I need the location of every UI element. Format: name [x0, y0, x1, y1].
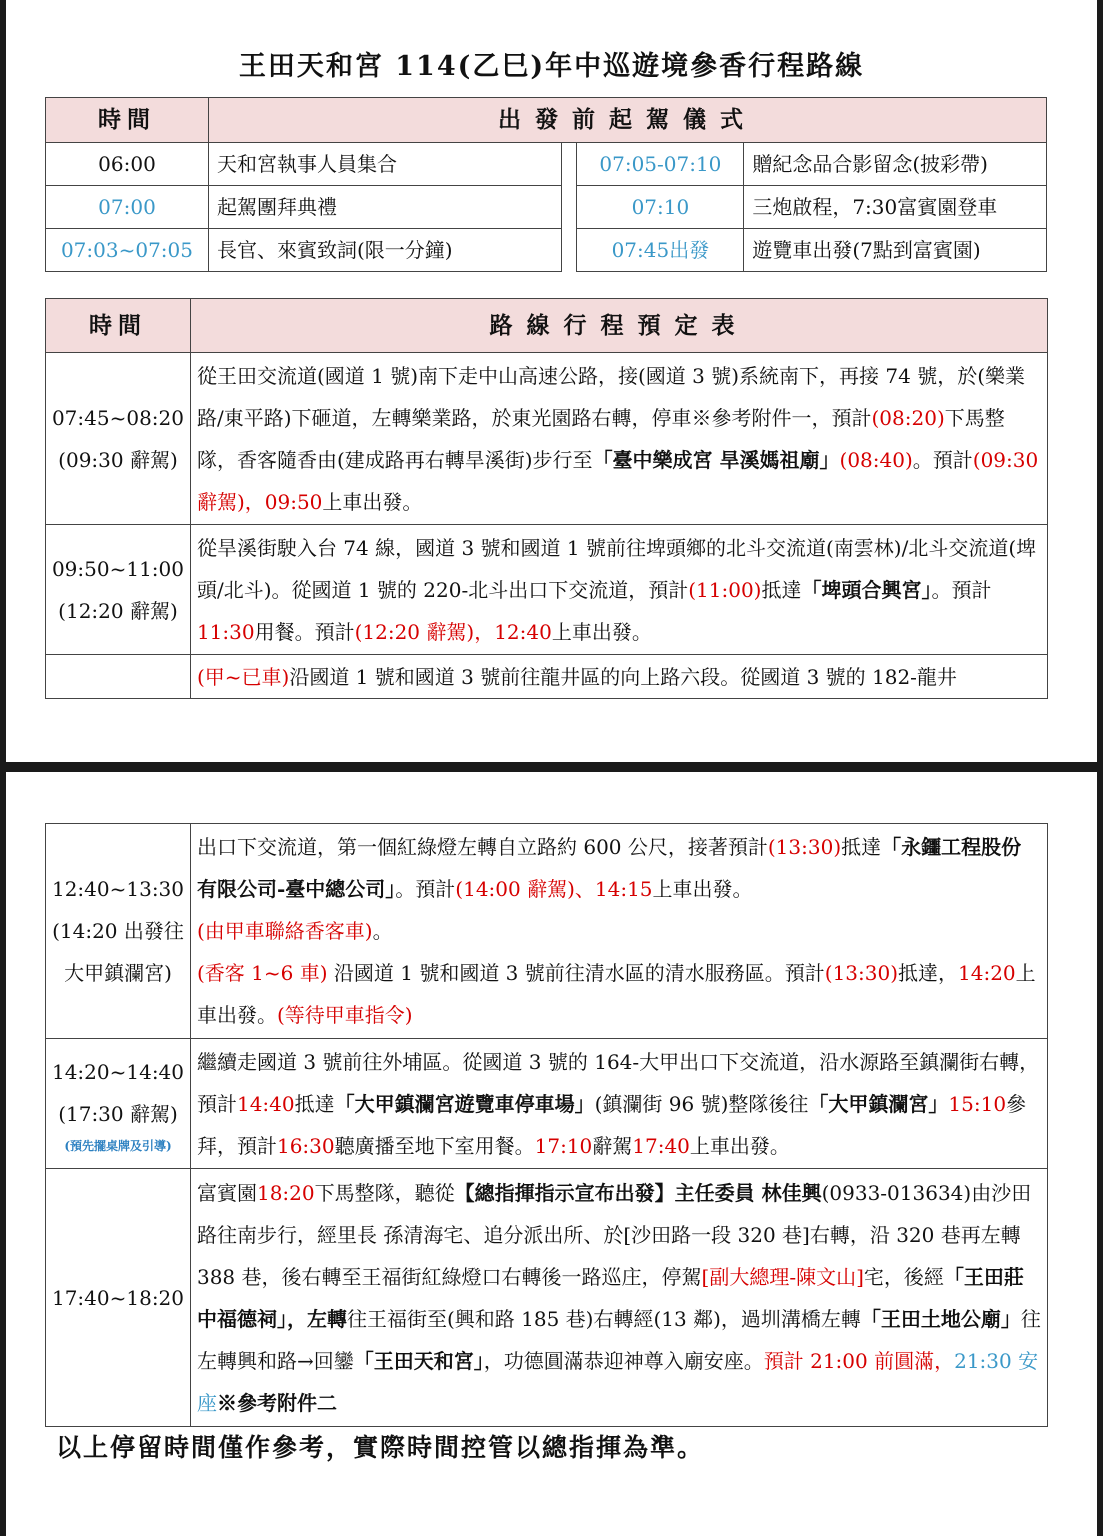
route-text: 從旱溪街駛入台 74 線，國道 3 號和國道 1 號前往埤頭鄉的北斗交流道(南雲林)/北斗交流道(埤頭/北斗)。從國道 1 號的 220-北斗出口下交流道，預計 [196, 535, 1037, 602]
route-text: 。 [372, 919, 393, 943]
route-time-note: 大甲鎮瀾宮) [64, 961, 172, 985]
route-time-cell [46, 525, 191, 655]
route-vehicle-group: (香客 1~6 車) [196, 961, 328, 985]
route-time-highlight: 17:40 [632, 1133, 690, 1158]
ceremony-header-time: 時間 [46, 98, 209, 143]
ceremony-time: 07:00 [46, 186, 209, 229]
route-vehicle-group: (甲~已車) [196, 664, 290, 689]
route-time-highlight: 18:20 [256, 1180, 315, 1205]
route-text: 抵達 [761, 577, 802, 602]
route-time-note: (12:20 辭駕) [58, 598, 178, 623]
ceremony-time: 07:45出發 [577, 229, 744, 272]
route-time-highlight: 15:10 [948, 1091, 1007, 1116]
route-reference: ※參考附件二 [216, 1390, 337, 1415]
route-stop-highlight: [副大總理-陳文山] [701, 1264, 864, 1289]
route-text: 上車出發。 [322, 489, 423, 514]
route-time: 17:40~18:20 [51, 1285, 184, 1310]
route-time-highlight: (14:00 辭駕)、14:15 [455, 877, 653, 901]
route-text: 沿國道 1 號和國道 3 號前往清水區的清水服務區。預計 [333, 961, 825, 985]
footer-note: 以上停留時間僅作參考，實際時間控管以總指揮為準。 [56, 1433, 705, 1462]
ceremony-desc: 三炮啟程，7:30富賓園登車 [744, 186, 1047, 229]
route-header-time: 時間 [46, 299, 191, 353]
route-time-cell [46, 655, 191, 699]
route-text: 下馬整隊，聽從 [314, 1180, 455, 1205]
route-setup-note: (預先擺桌牌及引導) [64, 1138, 172, 1153]
route-time: 09:50~11:00 [51, 556, 184, 581]
route-text: 上車出發。 [652, 877, 753, 901]
route-destination: 「大甲鎮瀾宮」 [808, 1091, 949, 1116]
route-text: 。預計 [395, 877, 456, 901]
route-time-highlight: 14:20 [958, 961, 1016, 985]
route-destination: 「王田土地公廟」 [860, 1306, 1021, 1331]
ceremony-time: 06:00 [46, 143, 209, 186]
route-time-highlight: (13:30) [824, 961, 899, 985]
route-time-highlight: (12:20 辭駕)，12:40 [354, 619, 552, 644]
route-table [45, 298, 1048, 699]
route-time-highlight: (08:40) [839, 447, 913, 472]
route-text: 上車出發。 [551, 619, 652, 644]
route-text: 下馬整隊，香客隨香由(建成路再右轉旱溪街)步行至 [196, 405, 1005, 472]
route-note: (由甲車聯絡香客車) [196, 919, 373, 943]
route-time-highlight: 11:30 [196, 619, 255, 644]
ceremony-time: 07:10 [577, 186, 744, 229]
route-time-highlight: (13:30) [767, 835, 842, 859]
route-text: 抵達， [898, 961, 959, 985]
route-time-cell [46, 824, 191, 1039]
route-text: 用餐。預計 [254, 619, 355, 644]
document-page-2 [6, 772, 1097, 1536]
ceremony-table [45, 97, 1047, 272]
route-time-highlight: (11:00) [688, 577, 762, 602]
route-text: 辭駕 [592, 1133, 633, 1158]
route-desc [190, 655, 1047, 699]
route-desc [190, 1039, 1047, 1169]
route-text: 從王田交流道(國道 1 號)南下走中山高速公路，接(國道 3 號)系統南下，再接 74 號，於(樂業路/東平路)下砸道，左轉樂業路，於東光園路右轉，停車※參考附件一，預計 [196, 363, 1026, 430]
route-text: 往王福街至(興和路 185 巷)右轉經(13 鄰)，過圳溝橋左轉 [346, 1306, 861, 1331]
route-text: 。預計 [912, 447, 973, 472]
route-time-highlight: 16:30 [276, 1133, 335, 1158]
route-time-highlight: (09:30 辭駕)，09:50 [196, 447, 1039, 514]
route-time-cell [46, 353, 191, 525]
ceremony-time: 07:03~07:05 [46, 229, 209, 272]
route-destination: 「埤頭合興宮」 [801, 577, 932, 602]
route-destination: 「王田天和宮」 [353, 1348, 484, 1373]
route-destination: 「臺中樂成宮 旱溪媽祖廟」 [592, 447, 840, 472]
ceremony-header-title: 出發前起駕儀式 [208, 98, 1046, 143]
route-time-note: (14:20 出發往 [52, 919, 184, 943]
route-time-note: (09:30 辭駕) [58, 447, 178, 472]
ceremony-desc: 遊覽車出發(7點到富賓園) [744, 229, 1047, 272]
route-desc [190, 1169, 1047, 1427]
route-commander: 【總指揮指示宣布出發】主任委員 林佳興 [454, 1180, 822, 1205]
route-text: 上車出發。 [689, 1133, 790, 1158]
route-text: 宅，後經 [863, 1264, 944, 1289]
ceremony-desc: 天和宮執事人員集合 [208, 143, 561, 186]
route-destination: 「王田莊中福德祠」，左轉 [196, 1264, 1024, 1331]
route-desc [190, 353, 1047, 525]
ceremony-divider [561, 143, 577, 272]
route-text: 沿國道 1 號和國道 3 號前往龍井區的向上路六段。從國道 3 號的 182-龍井 [289, 664, 957, 689]
route-table-continued [45, 823, 1048, 1427]
route-text: (鎮瀾街 96 號)整隊後往 [594, 1091, 809, 1116]
route-time-highlight: 17:10 [534, 1133, 593, 1158]
route-text: 。預計 [931, 577, 992, 602]
route-time: 12:40~13:30 [51, 877, 184, 901]
route-time-note: (17:30 辭駕) [58, 1101, 178, 1126]
ceremony-time: 07:05-07:10 [577, 143, 744, 186]
route-time-highlight: (08:20) [871, 405, 945, 430]
route-destination: 「永鑩工程股份有限公司-臺中總公司」 [196, 835, 1022, 901]
route-time-highlight: 14:40 [236, 1091, 295, 1116]
route-text: 沙田路往南步行，經里長 孫清海宅、追分派出所、於[沙田路一段 320 巷]右轉，沿 320 巷再左轉 388 巷，後右轉至王福街紅綠燈口右轉後一路巡庄，停駕 [196, 1180, 1032, 1289]
ceremony-desc: 贈紀念品合影留念(披彩帶) [744, 143, 1047, 186]
route-time-cell [46, 1039, 191, 1169]
ceremony-desc: 起駕團拜典禮 [208, 186, 561, 229]
route-text: 抵達 [841, 835, 882, 859]
document-title: 王田天和宮 114(乙巳)年中巡遊境參香行程路線 [238, 51, 865, 82]
route-destination: 「大甲鎮瀾宮遊覽車停車場」 [334, 1091, 595, 1116]
route-text: 參拜，預計 [196, 1091, 1027, 1158]
route-text: 出口下交流道，第一個紅綠燈左轉自立路約 600 公尺，接著預計 [196, 835, 768, 859]
route-note: (等待甲車指令) [276, 1003, 413, 1027]
route-text: 抵達 [294, 1091, 335, 1116]
route-text: 聽廣播至地下室用餐。 [334, 1133, 535, 1158]
route-text: ，功德圓滿恭迎神尊入廟安座。 [483, 1348, 764, 1373]
route-time-cell [46, 1169, 191, 1427]
route-time-highlight-blue: 21:30 安座 [196, 1348, 1039, 1415]
route-text: (0933-013634)由 [821, 1180, 992, 1205]
route-header-title: 路線行程預定表 [190, 299, 1047, 353]
route-desc [190, 824, 1047, 1039]
route-desc [190, 525, 1047, 655]
route-time: 14:20~14:40 [51, 1059, 184, 1084]
ceremony-desc: 長官、來賓致詞(限一分鐘) [208, 229, 561, 272]
route-time-highlight: 預計 21:00 前圓滿， [763, 1348, 955, 1373]
route-text: 往左轉興和路→回鑾 [196, 1306, 1041, 1373]
route-text: 上車出發。 [196, 961, 1036, 1027]
route-text: 富賓園 [196, 1180, 257, 1205]
route-time: 07:45~08:20 [51, 405, 184, 430]
route-text: 繼續走國道 3 號前往外埔區。從國道 3 號的 164-大甲出口下交流道，沿水源路至鎮瀾街右轉，預計 [196, 1049, 1040, 1116]
document-page-1 [6, 0, 1097, 762]
